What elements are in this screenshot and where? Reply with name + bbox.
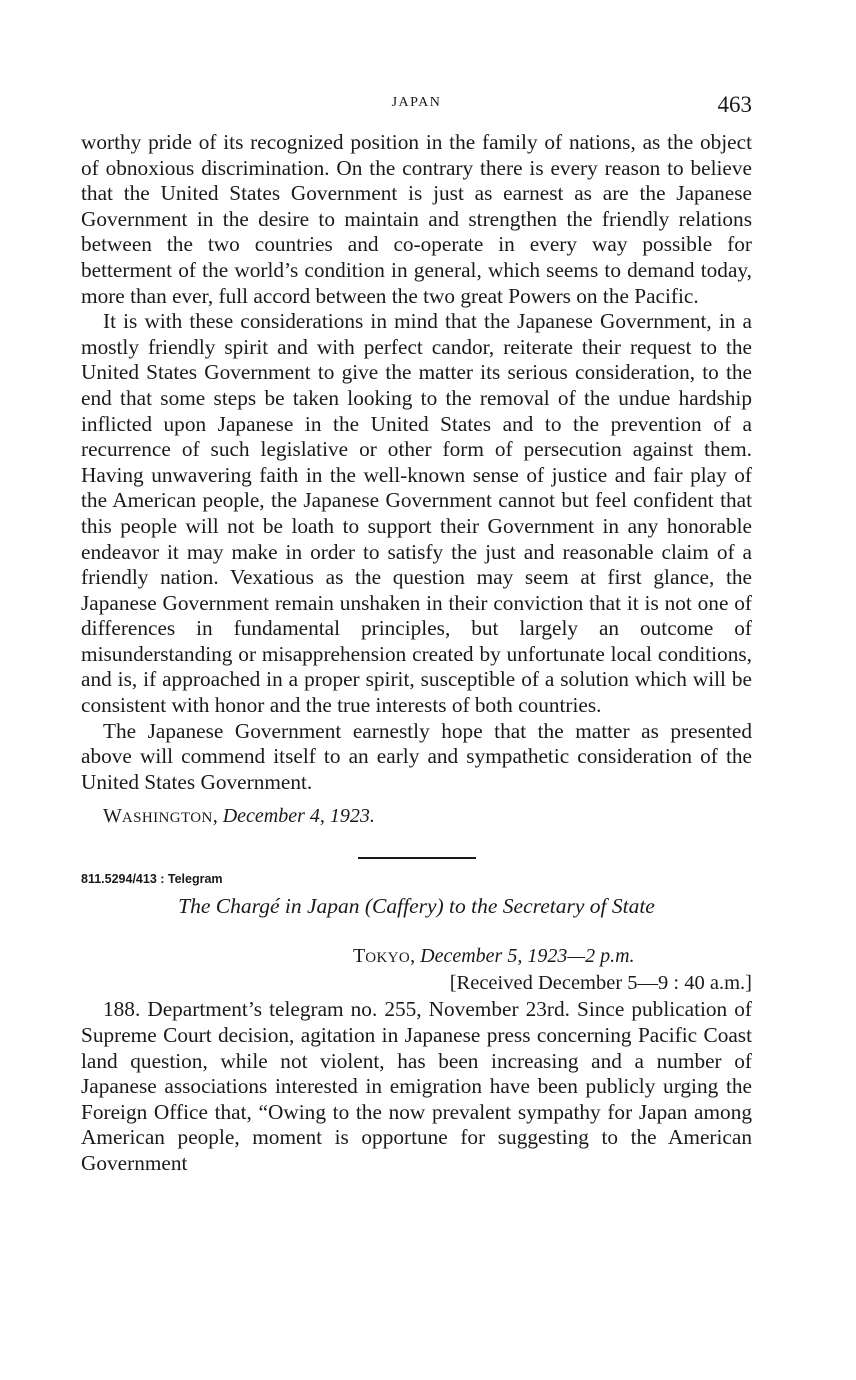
file-reference: 811.5294/413 : Telegram: [81, 872, 223, 887]
dateline-separator: ,: [410, 945, 416, 968]
running-head: [81, 92, 752, 122]
page-number: 463: [717, 92, 752, 117]
section-divider: [358, 857, 476, 859]
telegram-body: 188. Department’s telegram no. 255, November 23rd. Since publication of Supreme Court decision, agitation in Japanese press concerning Pacific Coast land question, while not violent, has been increasing and a number of Japanese associations interested in emigration have been publicly urging the Foreign Office that, “Owing to the now prevalent sympathy for Japan among American people, moment is opportune for suggesting to the American Government: [81, 997, 752, 1175]
dateline-place-initial: T: [353, 945, 366, 968]
dateline-place-rest: OKYO: [365, 950, 411, 967]
section-title: JAPAN: [391, 95, 442, 110]
document-heading: The Chargé in Japan (Caffery) to the Secretary of State: [178, 894, 655, 919]
signoff-line: [81, 803, 752, 831]
signoff-place-initial: W: [103, 805, 122, 828]
signoff-separator: ,: [212, 805, 218, 828]
document-page: [81, 92, 752, 1177]
paragraph-considerations: It is with these considerations in mind that the Japanese Government, in a mostly friendly spirit and with perfect candor, reiterate their request to the United States Government to give the matter its serious consideration, to the end that some steps be taken looking to the removal of the undue hardship inflicted upon Japanese in the United States and to the prevention of a recurrence of such legislative or other form of persecution against them. Having unwavering faith in the well-known sense of justice and fair play of the American people, the Japanese Government cannot but feel confident that this people will not be loath to support their Government in any honorable endeavor it may make in order to satisfy the just and reasonable claim of a friendly nation. Vexatious as the question may seem at first glance, the Japanese Government remain unshaken in their conviction that it is not one of differences in fundamental principles, but largely an outcome of misunderstanding or misapprehension created by unfortunate local conditions, and is, if approached in a proper spirit, susceptible of a solution which will be consistent with honor and the true interests of both countries.: [81, 309, 752, 718]
paragraph-continuation: worthy pride of its recognized position in the family of nations, as the object of obnoxious discrimination. On the contrary there is every reason to believe that the United States Government is just as earnest as are the Japanese Government in the desire to maintain and strengthen the friendly relations between the two countries and co-operate in every way possible for betterment of the world’s condition in general, which seems to demand today, more than ever, full accord between the two great Powers on the Pacific.: [81, 130, 752, 308]
dateline-date: December 5, 1923—2 p.m.: [420, 945, 635, 968]
signoff-date: December 4, 1923.: [222, 805, 375, 828]
dateline: [81, 943, 752, 971]
received-line: [Received December 5—9 : 40 a.m.]: [449, 972, 752, 995]
paragraph-closing: The Japanese Government earnestly hope that the matter as presented above will commend itself to an early and sympathetic consideration of the United States Government.: [81, 718, 752, 794]
signoff-place-rest: ASHINGTON: [121, 810, 213, 827]
